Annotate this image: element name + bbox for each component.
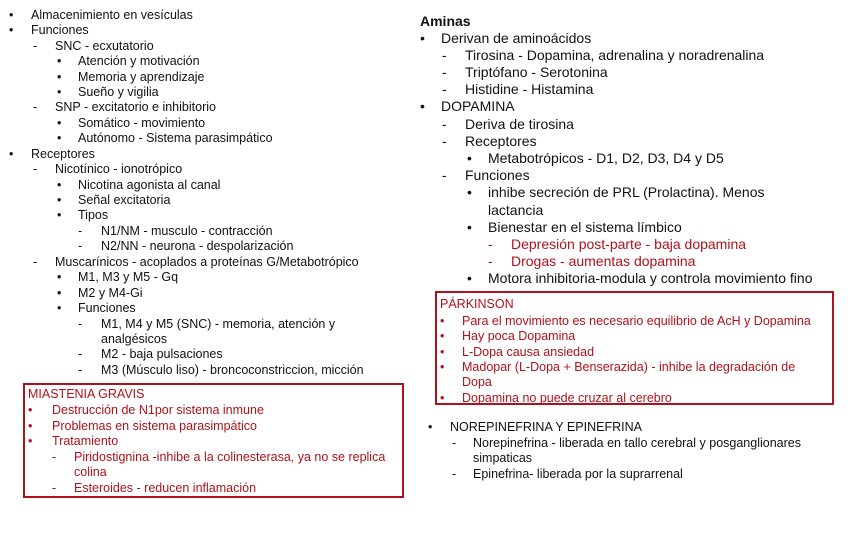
list-item: Sueño y vigilia	[78, 85, 159, 99]
list-item: inhibe secreción de PRL (Prolactina). Menos	[488, 184, 765, 200]
list-item: Tipos	[78, 208, 109, 222]
list-item: Triptófano - Serotonina	[465, 64, 608, 80]
list-item: Tratamiento	[52, 434, 119, 448]
list-item: Histidine - Histamina	[465, 81, 594, 97]
list-item: M1, M4 y M5 (SNC) - memoria, atención y	[101, 317, 336, 331]
list-item: M2 y M4-Gi	[78, 286, 143, 300]
list-item: Derivan de aminoácidos	[441, 30, 592, 46]
bullet-marker: •	[9, 8, 14, 22]
list-item: Motora inhibitoria-modula y controla movimiento fino	[488, 270, 813, 286]
bullet-marker: •	[9, 147, 14, 161]
bullet-marker: •	[467, 219, 472, 235]
list-item: Autónomo - Sistema parasimpático	[78, 131, 273, 145]
dash-marker: -	[33, 162, 38, 176]
list-item: Depresión post-parte - baja dopamina	[511, 236, 747, 252]
bullet-marker: •	[57, 270, 62, 284]
bullet-marker: •	[440, 345, 445, 359]
dash-marker: -	[442, 133, 447, 149]
list-item: Tirosina - Dopamina, adrenalina y noradrenalina	[465, 47, 765, 63]
list-item-continuation: Dopa	[462, 375, 492, 389]
list-item: Norepinefrina - liberada en tallo cerebral y posganglionares	[473, 436, 801, 450]
bullet-marker: •	[428, 420, 433, 434]
list-item: Señal excitatoria	[78, 193, 171, 207]
bullet-marker: •	[28, 403, 33, 417]
dash-marker: -	[33, 39, 38, 53]
list-item: Funciones	[31, 23, 89, 37]
dash-marker: -	[442, 47, 447, 63]
list-item: Somático - movimiento	[78, 116, 206, 130]
dash-marker: -	[442, 64, 447, 80]
list-item: Esteroides - reducen inflamación	[74, 481, 257, 495]
list-item: SNP - excitatorio e inhibitorio	[55, 100, 216, 114]
list-item: Piridostignina -inhibe a la colinesterasa, ya no se replica	[74, 450, 386, 464]
dash-marker: -	[452, 436, 457, 450]
bullet-marker: •	[57, 54, 62, 68]
list-item: Muscarínicos - acoplados a proteínas G/Metabotrópico	[55, 255, 359, 269]
bullet-marker: •	[440, 329, 445, 343]
list-item: Hay poca Dopamina	[462, 329, 576, 343]
list-item: M2 - baja pulsaciones	[101, 347, 223, 361]
list-item: NOREPINEFRINA Y EPINEFRINA	[450, 420, 642, 434]
bullet-marker: •	[467, 270, 472, 286]
dash-marker: -	[33, 255, 38, 269]
section-title: MIASTENIA GRAVIS	[28, 387, 145, 401]
list-item: Metabotrópicos - D1, D2, D3, D4 y D5	[488, 150, 724, 166]
dash-marker: -	[488, 253, 493, 269]
bullet-marker: •	[57, 70, 62, 84]
bullet-marker: •	[440, 360, 445, 374]
bullet-marker: •	[57, 131, 62, 145]
section-title: PÁRKINSON	[440, 297, 514, 311]
bullet-marker: •	[57, 208, 62, 222]
list-item: Dopamina no puede cruzar al cerebro	[462, 391, 672, 405]
list-item: Funciones	[78, 301, 136, 315]
bullet-marker: •	[28, 434, 33, 448]
list-item: Funciones	[465, 167, 530, 183]
list-item: DOPAMINA	[441, 98, 515, 114]
bullet-marker: •	[467, 184, 472, 200]
bullet-marker: •	[440, 391, 445, 405]
bullet-marker: •	[9, 23, 14, 37]
list-item: Nicotina agonista al canal	[78, 178, 221, 192]
bullet-marker: •	[420, 30, 425, 46]
list-item: Madopar (L-Dopa + Benserazida) - inhibe la degradación de	[462, 360, 796, 374]
dash-marker: -	[442, 81, 447, 97]
list-item-continuation: colina	[74, 465, 107, 479]
dash-marker: -	[442, 167, 447, 183]
list-item-continuation: simpaticas	[473, 451, 533, 465]
bullet-marker: •	[440, 314, 445, 328]
list-item: Nicotínico - ionotrópico	[55, 162, 183, 176]
dash-marker: -	[488, 236, 493, 252]
bullet-marker: •	[28, 419, 33, 433]
list-item: Memoria y aprendizaje	[78, 70, 205, 84]
list-item: Drogas - aumentas dopamina	[511, 253, 696, 269]
list-item: N2/NN - neurona - despolarización	[101, 239, 294, 253]
dash-marker: -	[52, 481, 57, 495]
bullet-marker: •	[57, 85, 62, 99]
bullet-marker: •	[57, 116, 62, 130]
dash-marker: -	[78, 347, 83, 361]
list-item: Almacenimiento en vesículas	[31, 8, 193, 22]
bullet-marker: •	[57, 193, 62, 207]
bullet-marker: •	[57, 301, 62, 315]
list-item: Destrucción de N1por sistema inmune	[52, 403, 264, 417]
list-item: Problemas en sistema parasimpático	[52, 419, 257, 433]
list-item: Bienestar en el sistema límbico	[488, 219, 682, 235]
dash-marker: -	[52, 450, 57, 464]
list-item: M3 (Músculo liso) - broncoconstriccion, micción	[101, 363, 364, 377]
dash-marker: -	[33, 100, 38, 114]
bullet-marker: •	[467, 150, 472, 166]
list-item: M1, M3 y M5 - Gq	[78, 270, 179, 284]
list-item: L-Dopa causa ansiedad	[462, 345, 595, 359]
list-item: SNC - ecxutatorio	[55, 39, 154, 53]
list-item: Deriva de tirosina	[465, 116, 574, 132]
dash-marker: -	[452, 467, 457, 481]
bullet-marker: •	[420, 98, 425, 114]
dash-marker: -	[78, 239, 83, 253]
list-item: Receptores	[465, 133, 537, 149]
list-item: Atención y motivación	[78, 54, 200, 68]
dash-marker: -	[78, 317, 83, 331]
dash-marker: -	[442, 116, 447, 132]
bullet-marker: •	[57, 286, 62, 300]
list-item: Para el movimiento es necesario equilibrio de AcH y Dopamina	[462, 314, 811, 328]
list-item: N1/NM - musculo - contracción	[101, 224, 273, 238]
section-title: Aminas	[420, 13, 471, 29]
list-item: Epinefrina- liberada por la suprarrenal	[473, 467, 683, 481]
list-item-continuation: lactancia	[488, 202, 544, 218]
dash-marker: -	[78, 224, 83, 238]
list-item: Receptores	[31, 147, 95, 161]
list-item-continuation: analgésicos	[101, 332, 168, 346]
bullet-marker: •	[57, 178, 62, 192]
dash-marker: -	[78, 363, 83, 377]
